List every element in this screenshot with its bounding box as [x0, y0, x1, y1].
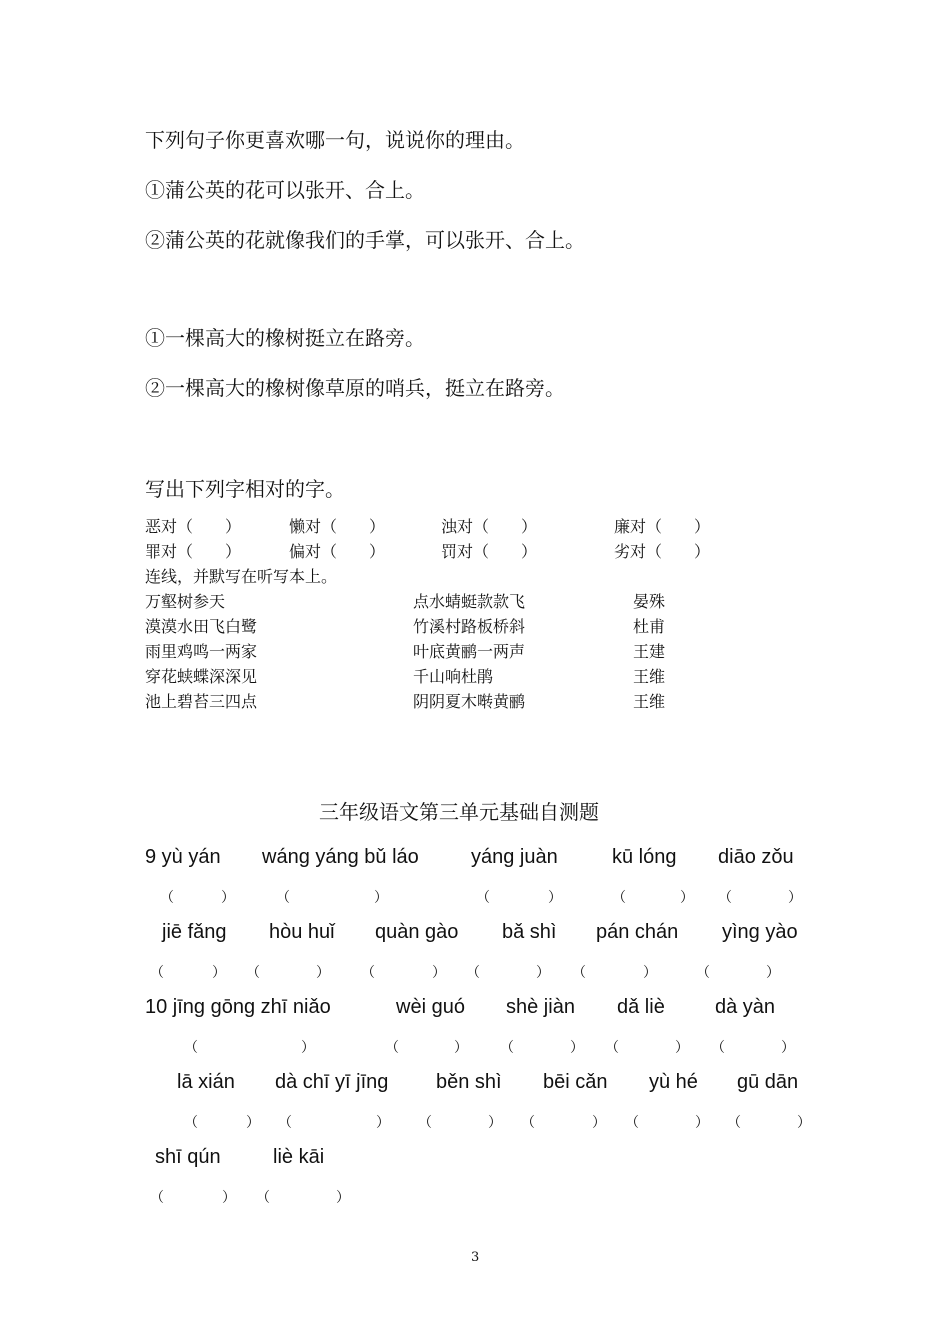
unit-title: 三年级语文第三单元基础自测题 [319, 800, 599, 824]
answer-blank-close: ） [570, 1040, 584, 1056]
pinyin-word: 9 yù yán [145, 846, 221, 868]
answer-blank-open: （ [521, 1115, 535, 1131]
opposites-prompt: 写出下列字相对的字。 [145, 477, 345, 501]
answer-blank-open: （ [246, 965, 260, 981]
answer-blank-open: （ [184, 1115, 198, 1131]
poem-line: 漠漠水田飞白鹭 [145, 617, 258, 636]
answer-blank-close: ） [643, 965, 657, 981]
answer-blank-close: ） [592, 1115, 606, 1131]
pinyin-word: běn shì [436, 1071, 502, 1093]
answer-blank-close: ） [374, 890, 388, 906]
answer-blank-open: （ [160, 890, 174, 906]
pinyin-word: shī qún [155, 1146, 221, 1168]
answer-blank-open: （ [256, 1190, 270, 1206]
answer-blank-open: （ [625, 1115, 639, 1131]
answer-blank-close: ） [222, 1190, 236, 1206]
poem-line: 阴阴夏木啭黄鹂 [413, 692, 526, 711]
opposite-item: 偏对（ ） [289, 542, 386, 561]
opposite-item: 懒对（ ） [289, 517, 386, 536]
pinyin-word: yáng juàn [471, 846, 558, 868]
answer-blank-open: （ [276, 890, 290, 906]
poem-line: 点水蜻蜓款款飞 [413, 592, 526, 611]
answer-blank-close: ） [432, 965, 446, 981]
pinyin-word: kū lóng [612, 846, 677, 868]
sentence-1-2: ②蒲公英的花就像我们的手掌，可以张开、合上。 [145, 228, 585, 252]
answer-blank-open: （ [385, 1040, 399, 1056]
pinyin-word: gū dān [737, 1071, 799, 1093]
answer-blank-close: ） [376, 1115, 390, 1131]
answer-blank-close: ） [212, 965, 226, 981]
pinyin-word: yìng yào [722, 921, 798, 943]
answer-blank-open: （ [476, 890, 490, 906]
pinyin-word: bǎ shì [502, 921, 557, 943]
pinyin-word: wèi guó [396, 996, 465, 1018]
pinyin-word: bēi cǎn [543, 1071, 608, 1093]
opposite-item: 罪对（ ） [145, 542, 242, 561]
answer-blank-open: （ [361, 965, 375, 981]
pinyin-word: lā xián [177, 1071, 235, 1093]
opposite-item: 罚对（ ） [441, 542, 538, 561]
pinyin-word: quàn gào [375, 921, 459, 943]
answer-blank-open: （ [718, 890, 732, 906]
pinyin-word: liè kāi [273, 1146, 325, 1168]
sentence-2-1: ①一棵高大的橡树挺立在路旁。 [145, 326, 425, 350]
pinyin-word: diāo zǒu [718, 846, 794, 868]
answer-blank-close: ） [766, 965, 780, 981]
answer-blank-close: ） [680, 890, 694, 906]
answer-blank-open: （ [711, 1040, 725, 1056]
answer-blank-open: （ [418, 1115, 432, 1131]
answer-blank-close: ） [454, 1040, 468, 1056]
answer-blank-open: （ [696, 965, 710, 981]
poem-line: 雨里鸡鸣一两家 [145, 642, 258, 661]
matching-prompt: 连线，并默写在听写本上。 [145, 567, 338, 586]
answer-blank-close: ） [536, 965, 550, 981]
opposite-item: 廉对（ ） [614, 517, 711, 536]
poet-name: 杜甫 [633, 617, 666, 636]
sentence-1-1: ①蒲公英的花可以张开、合上。 [145, 178, 425, 202]
answer-blank-open: （ [605, 1040, 619, 1056]
poet-name: 晏殊 [633, 592, 666, 611]
poem-line: 竹溪村路板桥斜 [413, 617, 526, 636]
answer-blank-open: （ [612, 890, 626, 906]
opposite-item: 浊对（ ） [441, 517, 538, 536]
poem-line: 千山响杜鹃 [413, 667, 494, 686]
opposite-item: 恶对（ ） [145, 517, 242, 536]
pinyin-word: jiē fǎng [162, 921, 227, 943]
answer-blank-close: ） [788, 890, 802, 906]
poet-name: 王维 [633, 692, 666, 711]
pinyin-word: 10 jīng gōng zhī niǎo [145, 996, 331, 1018]
answer-blank-close: ） [301, 1040, 315, 1056]
poet-name: 王维 [633, 667, 666, 686]
answer-blank-close: ） [488, 1115, 502, 1131]
poem-line: 池上碧苔三四点 [145, 692, 258, 711]
poem-line: 叶底黄鹂一两声 [413, 642, 526, 661]
pinyin-word: shè jiàn [506, 996, 575, 1018]
sentence-prompt: 下列句子你更喜欢哪一句，说说你的理由。 [145, 128, 525, 152]
pinyin-word: hòu huǐ [269, 921, 335, 943]
poem-line: 万壑树参天 [145, 592, 226, 611]
pinyin-word: dà chī yī jīng [275, 1071, 389, 1093]
answer-blank-close: ） [781, 1040, 795, 1056]
pinyin-word: wáng yáng bǔ láo [262, 846, 419, 868]
answer-blank-close: ） [548, 890, 562, 906]
answer-blank-close: ） [797, 1115, 811, 1131]
answer-blank-open: （ [727, 1115, 741, 1131]
answer-blank-open: （ [278, 1115, 292, 1131]
answer-blank-close: ） [246, 1115, 260, 1131]
answer-blank-close: ） [336, 1190, 350, 1206]
opposite-item: 劣对（ ） [614, 542, 711, 561]
answer-blank-open: （ [150, 1190, 164, 1206]
pinyin-word: dà yàn [715, 996, 776, 1018]
pinyin-word: pán chán [596, 921, 679, 943]
answer-blank-open: （ [150, 965, 164, 981]
answer-blank-close: ） [316, 965, 330, 981]
poet-name: 王建 [633, 642, 666, 661]
answer-blank-open: （ [572, 965, 586, 981]
poem-line: 穿花蛱蝶深深见 [145, 667, 258, 686]
answer-blank-close: ） [695, 1115, 709, 1131]
answer-blank-open: （ [466, 965, 480, 981]
pinyin-word: yù hé [649, 1071, 698, 1093]
page-number: 3 [471, 1250, 480, 1265]
answer-blank-close: ） [221, 890, 235, 906]
pinyin-word: dǎ liè [617, 996, 665, 1018]
answer-blank-open: （ [184, 1040, 198, 1056]
sentence-2-2: ②一棵高大的橡树像草原的哨兵，挺立在路旁。 [145, 376, 565, 400]
answer-blank-close: ） [675, 1040, 689, 1056]
answer-blank-open: （ [500, 1040, 514, 1056]
